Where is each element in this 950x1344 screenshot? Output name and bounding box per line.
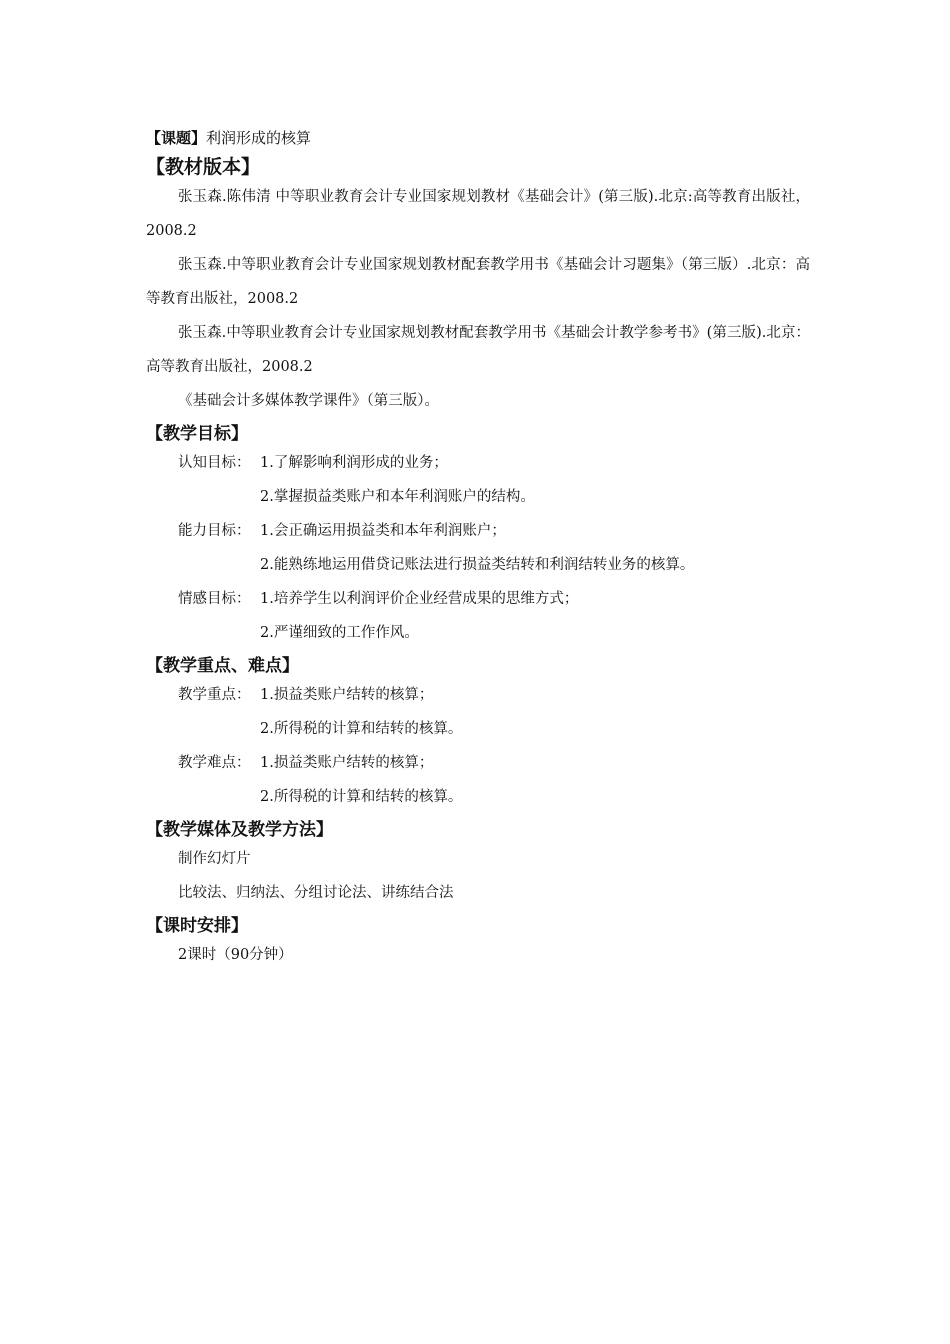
objective-label: 认知目标： bbox=[178, 455, 251, 471]
keypoint-label: 教学重点： bbox=[178, 687, 251, 703]
topic-label: 【课题】 bbox=[146, 129, 207, 147]
textbook-ref: 《基础会计多媒体教学课件》（第三版）。 bbox=[178, 393, 439, 409]
keypoint-label: 教学难点： bbox=[178, 755, 251, 771]
objective-item: 2.能熟练地运用借贷记账法进行损益类结转和利润结转业务的核算。 bbox=[260, 557, 695, 573]
objective-item: 2.严谨细致的工作作风。 bbox=[260, 625, 419, 641]
keypoint-text: 1.损益类账户结转的核算； bbox=[260, 755, 434, 771]
media-item: 制作幻灯片 bbox=[178, 851, 251, 867]
keypoint-item bbox=[146, 746, 810, 780]
objective-label: 能力目标： bbox=[178, 523, 251, 539]
textbook-heading: 【教材版本】 bbox=[146, 156, 261, 178]
objectives-heading: 【教学目标】 bbox=[146, 424, 248, 444]
media-heading: 【教学媒体及教学方法】 bbox=[146, 820, 333, 840]
schedule-item: 2课时（90分钟） bbox=[178, 947, 293, 963]
objective-item bbox=[146, 446, 810, 480]
objective-item bbox=[146, 514, 810, 548]
keypoints-heading: 【教学重点、难点】 bbox=[146, 656, 299, 676]
keypoint-text: 1.损益类账户结转的核算； bbox=[260, 687, 434, 703]
keypoint-item: 2.所得税的计算和结转的核算。 bbox=[260, 721, 463, 737]
keypoint-item bbox=[146, 678, 810, 712]
schedule-heading: 【课时安排】 bbox=[146, 916, 248, 936]
objective-text: 1.了解影响利润形成的业务； bbox=[260, 455, 448, 471]
textbook-ref: 张玉森.陈伟清 中等职业教育会计专业国家规划教材《基础会计》(第三版).北京:高等教育出版社，2008.2 bbox=[146, 189, 810, 239]
lesson-plan bbox=[146, 124, 810, 972]
media-item: 比较法、归纳法、分组讨论法、讲练结合法 bbox=[178, 885, 454, 901]
objective-text: 1.培养学生以利润评价企业经营成果的思维方式； bbox=[260, 591, 579, 607]
objective-text: 1.会正确运用损益类和本年利润账户； bbox=[260, 523, 506, 539]
topic-value: 利润形成的核算 bbox=[206, 129, 312, 147]
keypoint-item: 2.所得税的计算和结转的核算。 bbox=[260, 789, 463, 805]
textbook-ref: 张玉森.中等职业教育会计专业国家规划教材配套教学用书《基础会计教学参考书》(第三版).北京：高等教育出版社，2008.2 bbox=[146, 325, 810, 375]
objective-item bbox=[146, 582, 810, 616]
textbook-ref: 张玉森.中等职业教育会计专业国家规划教材配套教学用书《基础会计习题集》（第三版）.北京：高等教育出版社，2008.2 bbox=[146, 257, 810, 307]
objective-label: 情感目标： bbox=[178, 591, 251, 607]
topic-line bbox=[146, 126, 810, 150]
objective-item: 2.掌握损益类账户和本年利润账户的结构。 bbox=[260, 489, 535, 505]
